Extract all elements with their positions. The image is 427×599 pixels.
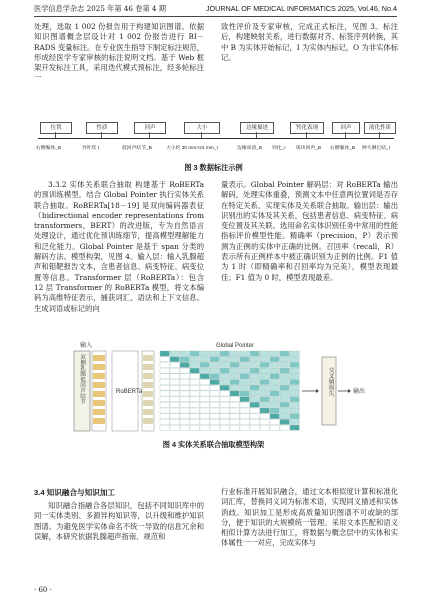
gp-grid-cell [270,397,279,402]
section-34-left-column [34,501,204,542]
gp-grid-cell [220,351,229,356]
gp-grid-cell [240,391,249,396]
gp-grid-cell [270,414,279,419]
gp-grid-cell [170,357,179,362]
gp-grid-cell [230,380,239,385]
gp-grid-cell [250,368,259,373]
gp-grid-cell [270,419,279,424]
gp-grid-cell [270,362,279,367]
section-34-right-column [221,487,398,549]
gp-grid-cell [260,414,269,419]
section-332-right-column [221,180,398,283]
gp-grid-cell [170,368,179,373]
gp-grid-cell [180,391,189,396]
gp-grid-cell [170,385,179,390]
gp-grid-cell [290,391,299,396]
top-left-column [34,22,204,84]
gp-grid-cell [250,402,259,407]
gp-grid-cell [240,402,249,407]
fig3-box: 回声 [134,122,166,134]
gp-grid-cell [220,414,229,419]
gp-grid-cell [270,357,279,362]
fig4-global-pointer-grid [160,351,299,430]
gp-grid-cell [180,351,189,356]
gp-grid-cell [290,425,299,430]
gp-grid-cell [240,380,249,385]
gp-grid-cell [170,362,179,367]
gp-grid-cell [200,374,209,379]
figure-4-caption: 图 4 实体关系联合抽取模型构架 [162,440,265,449]
gp-grid-cell [190,408,199,413]
gp-grid-cell [290,380,299,385]
gp-grid-cell [170,351,179,356]
gp-grid-cell [270,380,279,385]
gp-grid-cell [250,397,259,402]
gp-grid-cell [250,357,259,362]
gp-grid-cell [250,414,259,419]
fig3-label: 边缘尚清_B [237,146,263,151]
gp-grid-cell [170,397,179,402]
gp-grid-cell [170,391,179,396]
gp-grid-cell [160,362,169,367]
gp-grid-cell [220,357,229,362]
gp-grid-cell [210,425,219,430]
gp-grid-cell [170,402,179,407]
fig4-embedding-columns [142,351,154,431]
gp-grid-cell [160,425,169,430]
gp-grid-cell [210,414,219,419]
gp-grid-cell [220,380,229,385]
gp-grid-cell [280,380,289,385]
gp-grid-cell [180,385,189,390]
gp-grid-cell [210,368,219,373]
gp-grid-cell [250,351,259,356]
gp-grid-cell [180,374,189,379]
gp-grid-cell [240,385,249,390]
gp-grid-cell [240,397,249,402]
top-right-paragraph: 致性评价及专家审核，完成正式标注，见图 3。标注后，构建映射关系，进行数据对齐、标签序列转换，其中 B 为实体开始标记，I 为实体内标记，O 为非实体标记。 [221,22,398,62]
fig4-token-columns [92,351,106,431]
gp-grid-cell [220,419,229,424]
gp-grid-cell [290,351,299,356]
gp-grid-cell [170,380,179,385]
gp-grid-cell [200,385,209,390]
gp-grid-cell [240,408,249,413]
gp-grid-cell [190,374,199,379]
fig3-label: 大小约 30 mm×24 mm_I [166,146,218,151]
top-right-column [221,22,398,63]
gp-grid-cell [160,368,169,373]
gp-grid-cell [230,419,239,424]
fig3-box: 位置 [40,122,72,134]
gp-grid-cell [240,419,249,424]
gp-grid-cell [290,374,299,379]
gp-grid-cell [280,402,289,407]
gp-grid-cell [290,362,299,367]
gp-grid-cell [290,408,299,413]
gp-grid-cell [290,357,299,362]
gp-grid-cell [270,351,279,356]
gp-grid-cell [180,362,189,367]
gp-grid-cell [290,385,299,390]
gp-grid-cell [190,391,199,396]
fig3-box: 性质 [86,122,118,134]
gp-grid-cell [220,368,229,373]
gp-grid-cell [220,397,229,402]
gp-grid-cell [250,374,259,379]
gp-grid-cell [180,357,189,362]
gp-grid-cell [230,402,239,407]
gp-grid-cell [160,374,169,379]
gp-grid-cell [270,391,279,396]
gp-grid-cell [210,391,219,396]
journal-header-right: JOURNAL OF MEDICAL INFORMATICS 2025, Vol.46, No.4 [205,4,397,13]
fig4-encoder-label: RoBERTa [116,389,143,395]
gp-grid-cell [180,419,189,424]
gp-grid-cell [200,419,209,424]
gp-grid-cell [200,402,209,407]
gp-grid-cell [160,397,169,402]
gp-grid-cell [190,362,199,367]
gp-grid-cell [270,402,279,407]
fig3-label: 右侧腺体_B [330,146,356,151]
section-34-left-paragraph: 知识融合指融合各层知识，包括不同知识库中的同一实体类别、多源异构知识等，以升级和维护知识图谱。为避免医学实体命名不统一导致的信息冗余和误解，本研究依据乳腺超声指南、规范和 [34,501,204,541]
fig3-label: 钙化_I [272,146,286,151]
gp-grid-cell [200,425,209,430]
gp-grid-cell [160,357,169,362]
gp-grid-cell [260,419,269,424]
gp-grid-cell [210,408,219,413]
gp-grid-cell [210,357,219,362]
gp-grid-cell [280,362,289,367]
gp-grid-cell [290,368,299,373]
gp-grid-cell [240,368,249,373]
gp-grid-cell [270,408,279,413]
gp-grid-cell [230,391,239,396]
page-number: · 60 · [34,586,52,594]
fig3-box: 液化性质 [364,122,396,134]
gp-grid-cell [220,391,229,396]
gp-grid-cell [260,391,269,396]
gp-grid-cell [160,391,169,396]
gp-grid-cell [190,385,199,390]
gp-grid-cell [250,391,259,396]
gp-grid-cell [190,368,199,373]
gp-grid-cell [190,397,199,402]
gp-grid-cell [290,402,299,407]
gp-grid-cell [190,414,199,419]
fig4-input-label: 输入 [80,343,93,349]
gp-grid-cell [290,419,299,424]
gp-grid-cell [230,397,239,402]
gp-grid-cell [200,391,209,396]
gp-grid-cell [230,357,239,362]
gp-grid-cell [280,391,289,396]
gp-grid-cell [260,408,269,413]
gp-grid-cell [260,362,269,367]
gp-grid-cell [200,351,209,356]
gp-grid-cell [160,408,169,413]
gp-grid-cell [260,351,269,356]
gp-grid-cell [160,414,169,419]
gp-grid-cell [160,380,169,385]
gp-grid-cell [160,385,169,390]
gp-grid-cell [200,380,209,385]
section-332-left-paragraph: 3.3.2 实体关系联合抽取 构建基于 RoBERTa 的预训练模型，结合 Global Pointer 执行实体关系联合抽取。RoBERTa[18－19] 是双向编码器表征（bidirectional encoder representations from transformers，BERT）的改进版，专为自然语言处理设计，通过优化预训练细节，提高模型理解能力和泛化能力。Global Pointer 是基于 span 分类的解码方法。模型构架，见图 4。输入层：输入乳腺超声和钼靶报告文本，含患者信息、病变特征、病变位置等信息。Transformer 层（RoBERTa）：包含 12 层 Transformer 的 RoBERTa 模型，将文本编码为高维特征表示，捕获词汇、语法和上下文信息。生成词语或标记的向 [34,180,204,313]
fig4-decoder-label: Global Pointer [216,343,255,349]
gp-grid-cell [160,402,169,407]
header-rule [34,16,397,17]
gp-grid-cell [190,380,199,385]
gp-grid-cell [190,419,199,424]
section-34-right-paragraph: 行业标准开展知识融合，通过文本相似度计算和标准化词汇库，替换同义词为标准术语，实现同义描述和实体消歧。知识加工是形成高质量知识图谱不可或缺的部分，便于知识的大规模统一管理。采用文本匹配和语义相似计算方法进行加工，将数据与概念层中的实体和实体属性一一对应，完成实体与 [221,487,398,548]
gp-grid-cell [170,414,179,419]
gp-grid-cell [260,357,269,362]
gp-grid-cell [250,408,259,413]
gp-grid-cell [200,368,209,373]
gp-grid-cell [240,351,249,356]
gp-grid-cell [260,380,269,385]
gp-grid-cell [260,402,269,407]
gp-grid-cell [200,397,209,402]
fig3-text-baseline [38,138,394,139]
gp-grid-cell [260,374,269,379]
gp-grid-cell [180,397,189,402]
gp-grid-cell [210,385,219,390]
figure-4-model-architecture [66,341,370,436]
gp-grid-cell [170,408,179,413]
gp-grid-cell [230,351,239,356]
gp-grid-cell [210,419,219,424]
gp-grid-cell [180,368,189,373]
gp-grid-cell [190,351,199,356]
gp-grid-cell [280,374,289,379]
gp-grid-cell [230,408,239,413]
fig4-loss-label: 交叉熵损失 [327,367,333,396]
fig3-box: 回声 [332,122,360,134]
gp-grid-cell [190,402,199,407]
gp-grid-cell [220,374,229,379]
gp-grid-cell [280,385,289,390]
gp-grid-cell [280,357,289,362]
gp-grid-cell [290,397,299,402]
gp-grid-cell [170,374,179,379]
gp-grid-cell [230,362,239,367]
gp-grid-cell [260,385,269,390]
gp-grid-cell [220,385,229,390]
gp-grid-cell [200,408,209,413]
fig3-label: 右侧腺体_B [36,146,62,151]
gp-grid-cell [240,414,249,419]
gp-grid-cell [180,402,189,407]
gp-grid-cell [260,425,269,430]
fig3-label: 低回声结节_B [122,146,152,151]
gp-grid-cell [210,397,219,402]
gp-grid-cell [220,408,229,413]
gp-grid-cell [200,414,209,419]
gp-grid-cell [250,425,259,430]
gp-grid-cell [240,362,249,367]
gp-grid-cell [270,385,279,390]
gp-grid-cell [250,380,259,385]
gp-grid-cell [170,425,179,430]
gp-grid-cell [280,425,289,430]
gp-grid-cell [280,397,289,402]
gp-grid-cell [230,385,239,390]
gp-grid-cell [220,362,229,367]
figure-3-annotation-example [34,116,398,161]
top-left-paragraph: 处理，选取 1 002 份报告用于构建知识图谱。依据知识图谱概念层设计对 1 002 份报告进行 BI－RADS 变量标注。在专业医生指导下制定标注规范，形成经医学专家审核的标注说明文档。基于 Web 框架开发标注工具，采用迭代模式预标注，经多轮标注一 [34,22,204,83]
gp-grid-cell [230,414,239,419]
gp-grid-cell [180,408,189,413]
figure-3-caption: 图 3 数据标注示例 [184,163,243,172]
gp-grid-cell [230,368,239,373]
gp-grid-cell [260,397,269,402]
fig4-output-label: 输出 [353,389,366,395]
gp-grid-cell [210,362,219,367]
fig3-box: 钙化表现 [290,122,324,134]
fig3-label: 斑块回声_B [296,146,322,151]
gp-grid-cell [210,380,219,385]
gp-grid-cell [240,425,249,430]
gp-grid-cell [220,402,229,407]
gp-grid-cell [200,357,209,362]
gp-grid-cell [190,425,199,430]
gp-grid-cell [280,408,289,413]
gp-grid-cell [210,374,219,379]
gp-grid-cell [270,368,279,373]
section-34-title: 3.4 知识融合与知识加工 [34,488,116,497]
gp-grid-cell [260,368,269,373]
gp-grid-cell [270,374,279,379]
gp-grid-cell [180,425,189,430]
section-332-left-column [34,180,204,314]
gp-grid-cell [210,402,219,407]
gp-grid-cell [280,351,289,356]
fig3-label: 异叶状 I [82,146,100,151]
gp-grid-cell [280,419,289,424]
gp-grid-cell [190,357,199,362]
fig3-box: 大小 [184,122,220,134]
gp-grid-cell [290,414,299,419]
gp-grid-cell [240,374,249,379]
gp-grid-cell [170,419,179,424]
gp-grid-cell [240,357,249,362]
gp-grid-cell [230,374,239,379]
gp-grid-cell [220,425,229,430]
gp-grid-cell [250,385,259,390]
gp-grid-cell [270,425,279,430]
gp-grid-cell [180,380,189,385]
gp-grid-cell [160,351,169,356]
section-332-right-paragraph: 量表示。Global Pointer 解码层：对 RoBERTa 输出解码，处理实体重叠，预测文本中任意两位置词是否存在特定关系，实现实体及关系联合抽取。输出层：输出识别出的实体及其关系，包括患者信息、病变特征、病变位置及其关联。选用命名实体识别任务中常用的性能指标评价模型性能。精确率（precision，P）表示预测为正例的实体中正确的比例。召回率（recall，R）表示所有正例样本中被正确识别为正例的比例。F1 值为 1 时（即精确率和召回率均为完美），模型表现最佳；F1 值为 0 时，模型表现最差。 [221,180,398,282]
fig3-box: 边缘描述 [240,122,274,134]
fig4-input-text: 双侧乳腺低回声结节 [79,354,85,405]
gp-grid-cell [200,362,209,367]
gp-grid-cell [250,362,259,367]
gp-grid-cell [160,419,169,424]
gp-grid-cell [280,368,289,373]
fig3-label: 肿大淋巴结_I [362,146,390,151]
gp-grid-cell [180,414,189,419]
gp-grid-cell [280,414,289,419]
journal-header-left: 医学信息学杂志 2025 年第 46 卷第 4 期 [34,4,166,13]
gp-grid-cell [210,351,219,356]
gp-grid-cell [230,425,239,430]
gp-grid-cell [250,419,259,424]
